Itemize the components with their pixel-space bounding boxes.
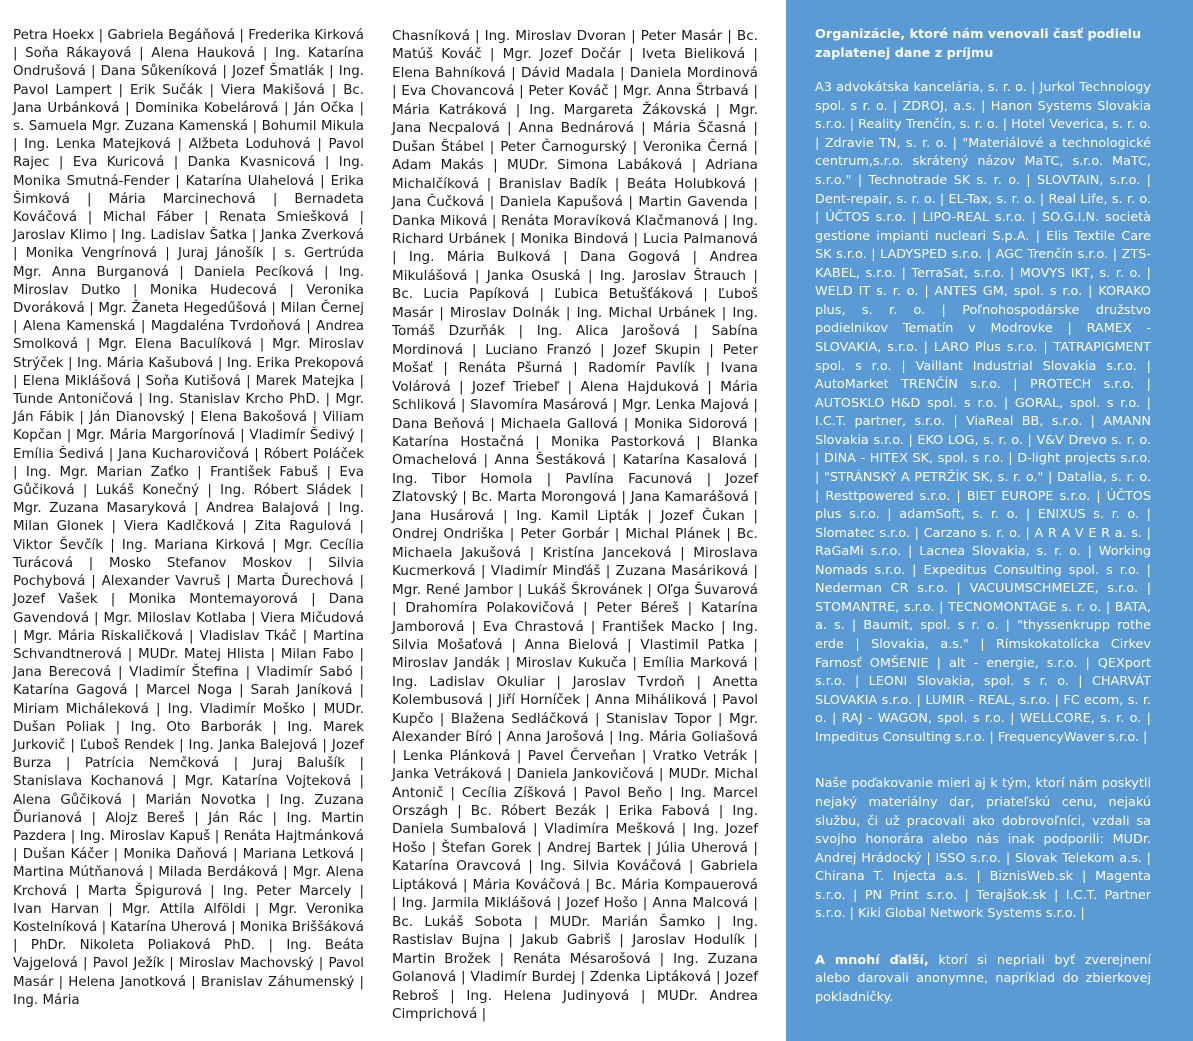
closing-text: ktorí si nepriali byť zverejnení alebo darovali anonymne, napríklad do zbierkovej pokladničky. — [815, 952, 1152, 1005]
closing-bold-text: A mnohí ďalší, — [815, 952, 929, 968]
thanks-paragraph: Naše poďakovanie mieri aj k tým, ktorí nám poskytli nejaký materiálny dar, priateľskú cenu, nejakú službu, či už pracovali ako dobrovoľníci, vzdali sa svojho honorára alebo nás inak podporili: MUDr. Andrej Hrádocký | ISSO s.r.o. | Slovak Telekom a.s. | Chirana T. Injecta a.s. | BiznisWeb.sk | Magenta s.r.o. | PN Print s.r.o. | Terajšok.sk | I.C.T. Partner s.r.o. | Kiki Global Network Systems s.r.o. | — [815, 776, 1151, 922]
sidebar-heading: Organizácie, ktoré nám venovali časť podielu zaplatenej dane z príjmu — [815, 27, 1142, 61]
organizations-list: A3 advokátska kancelária, s. r. o. | Jurkol Technology spol. s r. o. | ZDROJ, a.s. | Hanon Systems Slovakia s.r.o. | Reality Trenčín, s. r. o. | Hotel Veverica, s. r. o. | Zdravie TN, s. r. o. | "Materiálové a technologické centrum,s.r.o. skrátený názov MaTC, s.r.o. MaTC, s.r.o." | Technotrade SK s. r. o. | SLOVTAIN, s.r.o. | Dent-repair, s. r. o. | EL-Tax, s. r. o. | Real Life, s. r. o. | ÚČTOS s.r.o. | LIPO-REAL s.r.o. | SO.G.I.N. società gestione impianti nucleari S.p.A. | Elis Textile Care SK s.r.o. | LADYSPED s.r.o. | AGC Trenčín s.r.o. | ZTS-KABEL, s.r.o. | TerraSat, s.r.o. | MOVYS IKT, s. r. o. | WELD IT s. r. o. | ANTES GM, spol. s r.o. | KORAKO plus, s. r. o. | Poľnohospodárske družstvo podielnikov Tematín v Modrovke | RAMEX - SLOVAKIA, s.r.o. | LARO Plus s.r.o. | TATRAPIGMENT spol. s r.o. | Vaillant Industrial Slovakia s.r.o. | AutoMarket TRENČÍN s.r.o. | PROTECH s.r.o. | AUTOSKLO H&D spol. s r.o. | GORAL, spol. s r.o. | I.C.T. partner, s.r.o. | ViaReal BB, s.r.o. | AMANN Slovakia s.r.o. | EKO LOG, s. r. o. | V&V Drevo s. r. o. | DINA - HITEX SK, spol. s r.o. | D-light projects s.r.o. | "STRÁNSKÝ A PETRŽÍK SK, s. r. o." | Datalia, s. r. o. | Resttpowered s.r.o. | BIET EUROPE s.r.o. | ÚČTOS plus s.r.o. | adamSoft, s. r. o. | ENIXUS s. r. o. | Slomatec s.r.o. | Carzano s. r. o. | A R A V E R a. s. | RaGaMi s.r.o. | Lacnea Slovakia, s. r. o. | Working Nomads s.r.o. | Expeditus Consulting spol. s r.o. | Nederman CR s.r.o. | VACUUMSCHMELZE, s.r.o. | STOMANTRE, s.r.o. | TECNOMONTAGE s. r. o. | BATA, a. s. | Baumit, spol. s r. o. | "thyssenkrupp rothe erde | Slovakia, a.s." | Rímskokatolícka Cirkev Farnosť OMŠENIE | alt - energie, s.r.o. | QEXport s.r.o. | LEONI Slovakia, spol. s r. o. | CHARVÁT SLOVAKIA s.r.o. | LUMIR - REAL, s.r.o. | FC ecom, s. r. o. | RAJ - WAGON, spol. s r.o. | WELLCORE, s. r. o. | Impeditus Consulting s.r.o. | FrequencyWaver s.r.o. | — [815, 80, 1151, 745]
donor-names-column-2: Chasníková | Ing. Miroslav Dvoran | Peter Masár | Bc. Matúš Kováč | Mgr. Jozef Dočár | Iveta Bieliková | Elena Bahníková | Dávid Madala | Daniela Mordinová | Eva Chovancová | Peter Kováč | Mgr. Anna Štrbavá | Mária Katráková | Ing. Margareta Žákovská | Mgr. Jana Necpalová | Anna Bednárová | Mária Ščasná | Dušan Štábel | Peter Čarnogurský | Veronika Černá | Adam Makás | MUDr. Simona Labáková | Adriana Michalčíková | Branislav Badík | Beáta Holubková | Jana Čučková | Daniela Kapušová | Martin Gavenda | Danka Miková | Renáta Moravíková Klačmanová | Ing. Richard Urbánek | Monika Bindová | Lucia Palmanová | Ing. Mária Bulková | Dana Gogová | Andrea Mikulášová | Janka Osuská | Ing. Jaroslav Štrauch | Bc. Lucia Papíková | Ľubica Betušťáková | Ľuboš Masár | Miroslav Dolnák | Ing. Michal Urbánek | Ing. Tomáš Dzurňák | Ing. Alica Jarošová | Sabína Mordinová | Luciano Franzó | Jozef Skupin | Peter Mošať | Renáta Pšurná | Radomír Pavlík | Ivana Volárová | Jozef Triebeľ | Alena Hajduková | Mária Schliková | Slavomíra Masárová | Mgr. Lenka Majová | Dana Beňová | Michaela Gallová | Monika Sidorová | Katarína Hostačná | Monika Pastorková | Blanka Omachelová | Anna Šestáková | Katarína Kasalová | Ing. Tibor Homola | Pavlína Facunová | Jozef Zlatovský | Bc. Marta Morongová | Jana Kamarášová | Jana Husárová | Ing. Kamil Lipták | Jozef Čukan | Ondrej Ondriška | Peter Gorbár | Michal Plánek | Bc. Michaela Jakušová | Kristína Janceková | Miroslava Kucmerková | Vladimír Minďáš | Zuzana Masáriková | Mgr. René Jambor | Lukáš Škrovánek | Oľga Šuvarová | Drahomíra Polakovičová | Peter Béreš | Katarína Jamborová | Eva Chrastová | František Macko | Ing. Silvia Mošaťová | Anna Bielová | Vlastimil Patka | Miroslav Jandák | Miroslav Kukuča | Emília Marková | Ing. Ladislav Okuliar | Jaroslav Tvrdoň | Anetta Kolembusová | Jiří Horníček | Anna Miháliková | Pavol Kupčo | Blažena Sedláčková | Stanislav Topor | Mgr. Alexander Bíró | Anna Jarošová | Ing. Mária Goliašová | Lenka Plánková | Pavel Červeňan | Vratko Vetrák | Janka Vetráková | Daniela Jankovičová | MUDr. Michal Antonič | Cecília Zíšková | Pavol Beňo | Ing. Marcel Országh | Bc. Róbert Bezák | Erika Fabová | Ing. Daniela Sumbalová | Vladimíra Mešková | Ing. Jozef Hošo | Štefan Gorek | Andrej Bartek | Júlia Uherová | Katarína Oravcová | Ing. Silvia Kováčová | Gabriela Liptáková | Mária Kováčová | Bc. Mária Kompauerová | Ing. Jarmila Miklášová | Jozef Hošo | Anna Malcová | Bc. Lukáš Sobota | MUDr. Marián Šamko | Ing. Rastislav Bujna | Jakub Gabriš | Jaroslav Hodulík | Martin Brožek | Renáta Mésarošová | Ing. Zuzana Golanová | Vladimír Burdej | Zdenka Liptáková | Jozef Rebroš | Ing. Helena Judinyová | MUDr. Andrea Cimprichová | — [392, 28, 758, 1023]
donor-names-column-1: Petra Hoekx | Gabriela Begáňová | Frederika Kirková | Soňa Rákayová | Alena Hauková | Ing. Katarína Ondrušová | Dana Sůkeníková | Jozef Šmatlák | Ing. Pavol Lampert | Erik Sučák | Viera Makišová | Bc. Jana Urbánková | Dominika Kobelárová | Ján Očka | s. Samuela Mgr. Zuzana Kamenská | Bohumil Mikula | Ing. Lenka Matejková | Alžbeta Loduhová | Pavol Rajec | Eva Kuricová | Danka Kvasnicová | Ing. Monika Smutná-Fender | Katarína Ulahelová | Erika Šimková | Mária Marcinechová | Bernadeta Kováčová | Michal Fáber | Renata Smiešková | Jaroslav Klimo | Ing. Ladislav Šatka | Janka Zverková | Monika Vengrínová | Juraj Jánošík | s. Gertrúda Mgr. Anna Burganová | Daniela Pecíková | Ing. Miroslav Dutko | Monika Hudecová | Veronika Dvoráková | Mgr. Žaneta Hegedűšová | Milan Černej | Alena Kamenská | Magdaléna Tvrdoňová | Andrea Smolková | Mgr. Elena Baculíková | Mgr. Miroslav Strýček | Ing. Mária Kašubová | Ing. Erika Prekopová | Elena Miklášová | Soňa Kutišová | Marek Matejka | Tunde Antoničová | Ing. Stanislav Krcho PhD. | Mgr. Ján Fábik | Ján Dianovský | Elena Bakošová | Viliam Kopčan | Mgr. Mária Margorínová | Vladimír Šedivý | Emília Šedivá | Jana Kucharovičová | Róbert Poláček | Ing. Mgr. Marian Zaťko | František Fabuš | Eva Gůčiková | Lukáš Konečný | Ing. Róbert Sládek | Mgr. Zuzana Masaryková | Andrea Balajová | Ing. Milan Glonek | Viera Kadlčková | Zita Ragulová | Viktor Ševčík | Ing. Mariana Kirková | Mgr. Cecília Turácová | Mosko Stefanov Moskov | Silvia Pochybová | Alexander Vavruš | Marta Ďurechová | Jozef Vašek | Monika Montemayorová | Dana Gavendová | Mgr. Miloslav Kotlaba | Viera Mičudová | Mgr. Mária Riskaličková | Vladislav Tkáč | Martina Schvandtnerová | MUDr. Matej Hlista | Milan Fabo | Jana Berecová | Vladimír Štefina | Vladimír Sabó | Katarína Gagová | Marcel Noga | Sarah Janíková | Miriam Micháleková | Ing. Vladimír Moško | MUDr. Dušan Poliak | Ing. Oto Barborák | Ing. Marek Jurkovič | Ľuboš Rendek | Ing. Janka Balejová | Jozef Burza | Patrícia Nemčková | Juraj Balušík | Stanislava Kochanová | Mgr. Katarína Vojteková | Alena Gůčiková | Marián Novotka | Ing. Zuzana Ďurianová | Alojz Bereš | Ján Rác | Ing. Martin Pazdera | Ing. Miroslav Kapuš | Renáta Hajtmánková | Dušan Káčer | Monika Daňová | Mariana Letková | Martina Mútňanová | Milada Berdáková | Mgr. Alena Krchová | Marta Špigurová | Ing. Peter Marcely | Ivan Harvan | Mgr. Attila Alföldi | Mgr. Veronika Kostelníková | Katarína Uherová | Monika Briššáková | PhDr. Nikoleta Poliaková PhD. | Ing. Beáta Vajgelová | Pavol Ježík | Miroslav Machovský | Pavol Masár | Helena Janotková | Branislav Záhumenský | Ing. Mária — [13, 28, 364, 1008]
closing-paragraph — [815, 952, 1151, 1008]
organizations-sidebar — [786, 0, 1193, 1041]
